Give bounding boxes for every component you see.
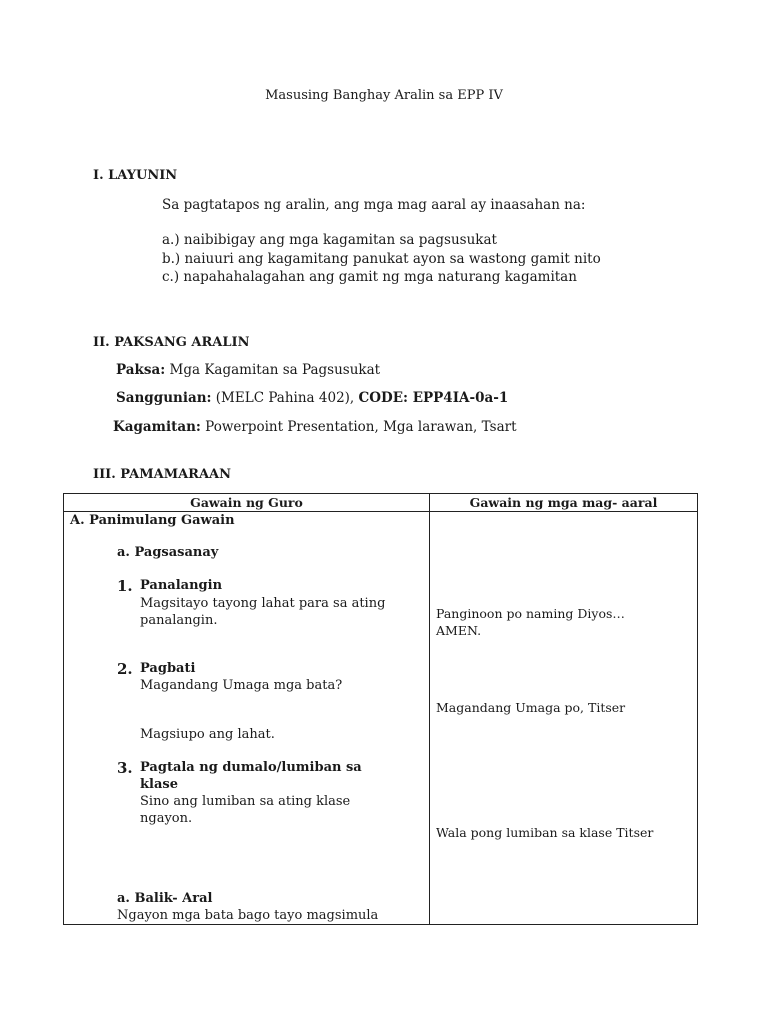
section-pamamaraan-heading: III. PAMAMARAAN xyxy=(93,467,232,482)
item-number-2: 2. xyxy=(117,660,133,678)
student-response-attendance: Wala pong lumiban sa klase Titser xyxy=(436,825,654,840)
item-number-3: 3. xyxy=(117,759,133,777)
layunin-intro: Sa pagtatapos ng aralin, ang mga mag aaral ay inaasahan na: xyxy=(162,197,586,213)
pagbati-heading: Pagbati xyxy=(140,661,196,676)
objective-a: a.) naibibigay ang mga kagamitan sa pagsusukat xyxy=(162,232,497,248)
pagtala-text-line2: ngayon. xyxy=(140,811,193,826)
panalangin-heading: Panalangin xyxy=(140,578,223,593)
balik-aral-heading: a. Balik- Aral xyxy=(117,891,213,906)
document-title: Masusing Banghay Aralin sa EPP IV xyxy=(265,88,503,103)
pagsasanay-heading: a. Pagsasanay xyxy=(117,545,219,560)
code-label: CODE: xyxy=(358,390,409,406)
paksa-line xyxy=(116,362,380,378)
sanggunian-label: Sanggunian: xyxy=(116,390,212,406)
balik-aral-text: Ngayon mga bata bago tayo magsimula xyxy=(117,908,379,923)
student-response-prayer-line1: Panginoon po naming Diyos… xyxy=(436,606,625,621)
kagamitan-value: Powerpoint Presentation, Mga larawan, Tsart xyxy=(200,419,517,435)
panalangin-text-line2: panalangin. xyxy=(140,613,218,628)
column-header-student: Gawain ng mga mag- aaral xyxy=(430,494,698,512)
student-response-prayer-line2: AMEN. xyxy=(436,623,482,638)
kagamitan-line xyxy=(113,419,517,435)
objective-b: b.) naiuuri ang kagamitang panukat ayon sa wastong gamit nito xyxy=(162,251,601,267)
pagtala-heading-line1: Pagtala ng dumalo/lumiban sa xyxy=(140,760,362,775)
teacher-activities-cell xyxy=(64,512,430,925)
pagbati-text: Magandang Umaga mga bata? xyxy=(140,678,343,693)
lesson-plan-table xyxy=(63,493,698,925)
kagamitan-label: Kagamitan: xyxy=(113,419,201,435)
student-response-greeting: Magandang Umaga po, Titser xyxy=(436,700,626,715)
paksa-label: Paksa: xyxy=(116,362,166,378)
item-number-1: 1. xyxy=(117,577,133,595)
magsiupo-text: Magsiupo ang lahat. xyxy=(140,727,275,742)
pagtala-text-line1: Sino ang lumiban sa ating klase xyxy=(140,794,351,809)
sanggunian-line xyxy=(116,390,508,406)
paksa-value: Mga Kagamitan sa Pagsusukat xyxy=(165,362,381,378)
section-paksang-aralin-heading: II. PAKSANG ARALIN xyxy=(93,335,250,350)
panimulang-gawain-heading: A. Panimulang Gawain xyxy=(70,513,235,528)
panalangin-text-line1: Magsitayo tayong lahat para sa ating xyxy=(140,596,386,611)
section-layunin-heading: I. LAYUNIN xyxy=(93,168,178,183)
code-value: EPP4IA-0a-1 xyxy=(408,390,509,406)
objective-c: c.) napahahalagahan ang gamit ng mga naturang kagamitan xyxy=(162,269,577,285)
column-header-teacher: Gawain ng Guro xyxy=(64,494,430,512)
student-activities-cell xyxy=(430,512,698,925)
pagtala-heading-line2: klase xyxy=(140,777,178,792)
sanggunian-value: (MELC Pahina 402), xyxy=(211,390,359,406)
